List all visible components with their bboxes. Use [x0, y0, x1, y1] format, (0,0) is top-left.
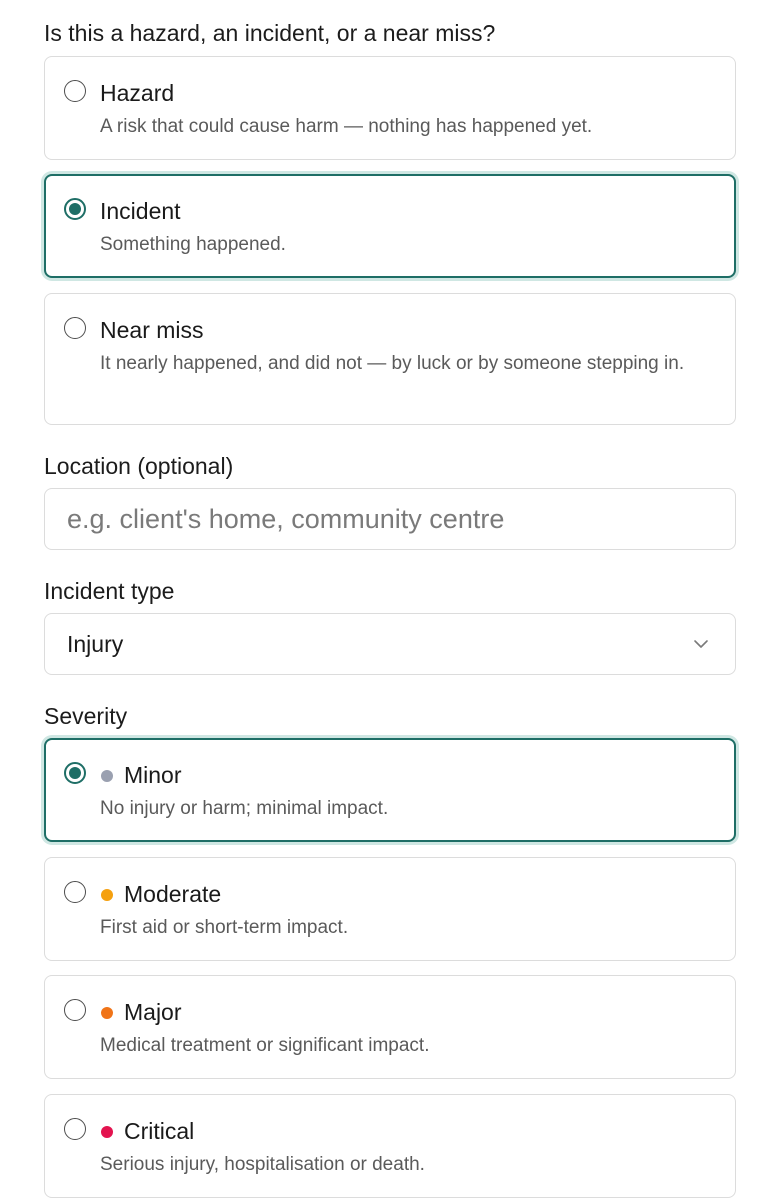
option-title: Moderate — [124, 881, 222, 907]
moderate-radio[interactable] — [64, 881, 86, 903]
report-type-option-hazard[interactable] — [44, 56, 736, 160]
option-description: Medical treatment or significant impact. — [100, 1035, 430, 1056]
incident-radio[interactable] — [64, 198, 86, 220]
report-type-option-near-miss[interactable] — [44, 293, 736, 425]
location-label: Location (optional) — [44, 453, 234, 479]
minor-radio[interactable] — [64, 762, 86, 784]
option-description: No injury or harm; minimal impact. — [100, 798, 389, 819]
severity-dot-icon — [101, 1126, 113, 1138]
option-description: A risk that could cause harm — nothing has happened yet. — [100, 116, 593, 137]
severity-dot-icon — [101, 770, 113, 782]
severity-dot-icon — [101, 889, 113, 901]
severity-label: Severity — [44, 703, 128, 729]
incident-type-label: Incident type — [44, 578, 175, 604]
option-description: Serious injury, hospitalisation or death. — [100, 1154, 425, 1175]
option-title: Critical — [124, 1118, 195, 1144]
incident-type-select[interactable] — [44, 613, 736, 675]
report-type-option-incident[interactable] — [44, 174, 736, 278]
location-input[interactable] — [67, 503, 707, 535]
severity-option-critical[interactable] — [44, 1094, 736, 1198]
severity-option-moderate[interactable] — [44, 857, 736, 961]
option-description: First aid or short-term impact. — [100, 917, 349, 938]
option-title: Minor — [124, 762, 182, 788]
incident-type-value: Injury — [67, 631, 124, 657]
option-title: Near miss — [100, 317, 204, 343]
report-type-question: Is this a hazard, an incident, or a near miss? — [44, 20, 496, 46]
major-radio[interactable] — [64, 999, 86, 1021]
severity-option-major[interactable] — [44, 975, 736, 1079]
option-title: Incident — [100, 198, 181, 224]
option-description: Something happened. — [100, 234, 286, 255]
location-field[interactable] — [44, 488, 736, 550]
severity-option-minor[interactable] — [44, 738, 736, 842]
near-miss-radio[interactable] — [64, 317, 86, 339]
option-title: Hazard — [100, 80, 175, 106]
option-title: Major — [124, 999, 182, 1025]
critical-radio[interactable] — [64, 1118, 86, 1140]
severity-dot-icon — [101, 1007, 113, 1019]
chevron-down-icon — [693, 636, 709, 652]
hazard-radio[interactable] — [64, 80, 86, 102]
option-description: It nearly happened, and did not — by luck or by someone stepping in. — [100, 353, 685, 374]
